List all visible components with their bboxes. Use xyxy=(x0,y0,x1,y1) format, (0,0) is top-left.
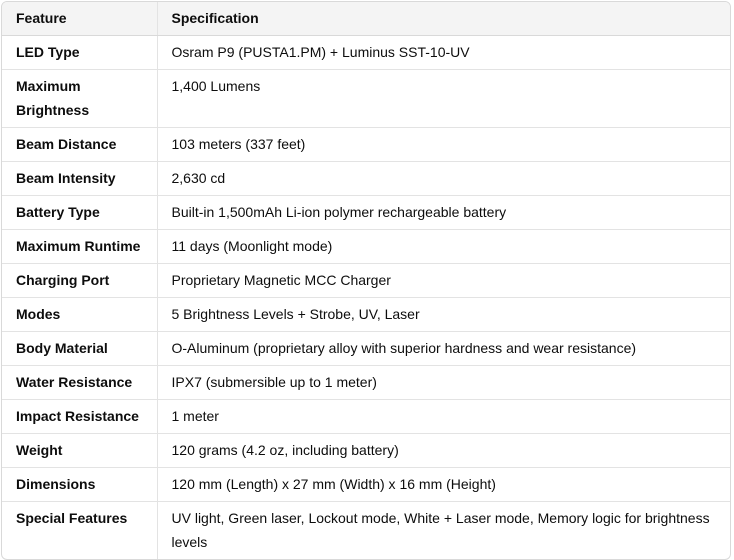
feature-cell: Battery Type xyxy=(2,196,157,230)
header-feature: Feature xyxy=(2,2,157,36)
feature-cell: LED Type xyxy=(2,36,157,70)
table-row xyxy=(2,298,730,332)
feature-cell: Water Resistance xyxy=(2,366,157,400)
table-row xyxy=(2,162,730,196)
table-row xyxy=(2,196,730,230)
spec-cell: Proprietary Magnetic MCC Charger xyxy=(157,264,730,298)
spec-cell: 5 Brightness Levels + Strobe, UV, Laser xyxy=(157,298,730,332)
feature-cell: Body Material xyxy=(2,332,157,366)
table-row xyxy=(2,128,730,162)
spec-cell: 2,630 cd xyxy=(157,162,730,196)
header-row xyxy=(2,2,730,36)
table-row xyxy=(2,468,730,502)
table-body xyxy=(2,36,730,560)
spec-cell: UV light, Green laser, Lockout mode, White + Laser mode, Memory logic for brightness levels xyxy=(171,510,710,550)
spec-cell: 103 meters (337 feet) xyxy=(157,128,730,162)
spec-cell: 120 grams (4.2 oz, including battery) xyxy=(157,434,730,468)
table-row xyxy=(2,36,730,70)
table-row xyxy=(2,502,730,560)
table-row xyxy=(2,230,730,264)
table-row xyxy=(2,70,730,128)
table-row xyxy=(2,332,730,366)
spec-cell: O-Aluminum (proprietary alloy with superior hardness and wear resistance) xyxy=(157,332,730,366)
feature-cell: Beam Distance xyxy=(2,128,157,162)
spec-cell: 11 days (Moonlight mode) xyxy=(157,230,730,264)
feature-cell: Maximum Runtime xyxy=(2,230,157,264)
spec-cell: 1,400 Lumens xyxy=(157,70,730,128)
feature-cell: Maximum Brightness xyxy=(2,70,157,128)
table-row xyxy=(2,400,730,434)
feature-cell: Dimensions xyxy=(2,468,157,502)
feature-cell: Special Features xyxy=(2,502,157,560)
spec-cell: 1 meter xyxy=(157,400,730,434)
table-row xyxy=(2,366,730,400)
table-row xyxy=(2,434,730,468)
feature-cell: Weight xyxy=(2,434,157,468)
feature-cell: Impact Resistance xyxy=(2,400,157,434)
spec-cell: Built-in 1,500mAh Li-ion polymer rechargeable battery xyxy=(157,196,730,230)
header-specification: Specification xyxy=(157,2,730,36)
spec-table-container xyxy=(1,1,731,560)
spec-table xyxy=(2,2,730,559)
spec-cell: IPX7 (submersible up to 1 meter) xyxy=(157,366,730,400)
spec-cell: Osram P9 (PUSTA1.PM) + Luminus SST-10-UV xyxy=(157,36,730,70)
spec-cell: 120 mm (Length) x 27 mm (Width) x 16 mm (Height) xyxy=(157,468,730,502)
table-header xyxy=(2,2,730,36)
feature-cell: Charging Port xyxy=(2,264,157,298)
feature-cell: Beam Intensity xyxy=(2,162,157,196)
table-row xyxy=(2,264,730,298)
feature-cell: Modes xyxy=(2,298,157,332)
